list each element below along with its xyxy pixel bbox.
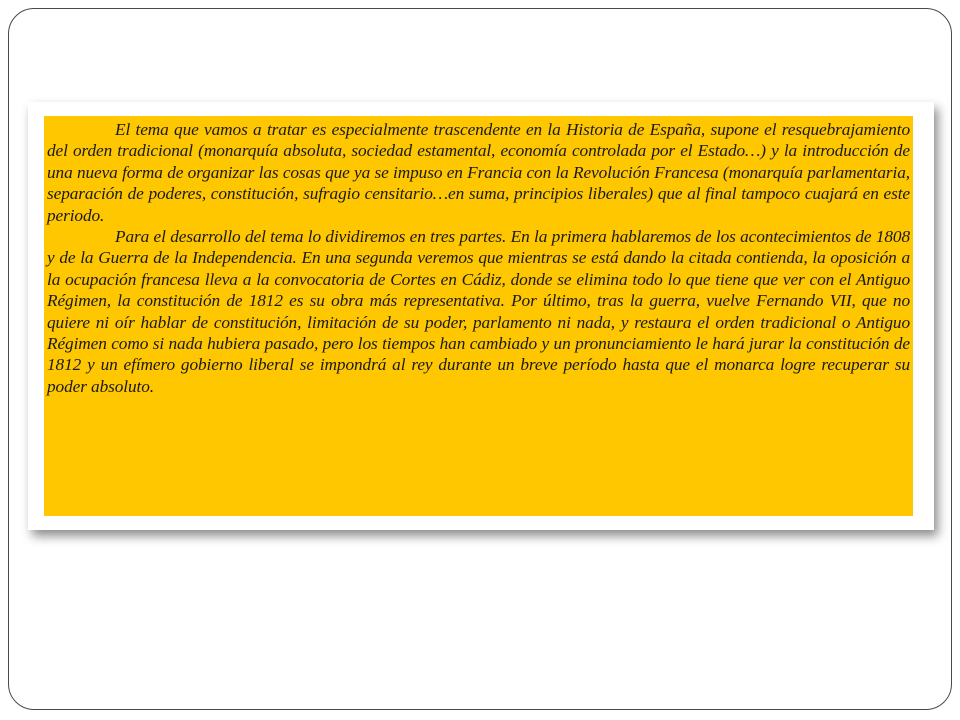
- document-image: [28, 102, 934, 530]
- paragraph-intro: El tema que vamos a tratar es especialmente trascendente en la Historia de España, supone el resquebrajamiento del orden tradicional (monarquía absoluta, sociedad estamental, economía controlada por el Estado…) y la introducción de una nueva forma de organizar las cosas que ya se impuso en Francia con la Revolución Francesa (monarquía parlamentaria, separación de poderes, constitución, sufragio censitario…en suma, principios liberales) que al final tampoco cuajará en este periodo.: [47, 120, 910, 225]
- highlighted-text-block: [44, 116, 913, 516]
- paragraph-structure: Para el desarrollo del tema lo dividiremos en tres partes. En la primera hablaremos de los acontecimientos de 1808 y de la Guerra de la Independencia. En una segunda veremos que mientras se está dando la citada contienda, la oposición a la ocupación francesa lleva a la convocatoria de Cortes en Cádiz, donde se elimina todo lo que tiene que ver con el Antiguo Régimen, la constitución de 1812 es su obra más representativa. Por último, tras la guerra, vuelve Fernando VII, que no quiere ni oír hablar de constitución, limitación de su poder, parlamento ni nada, y restaura el orden tradicional o Antiguo Régimen como si nada hubiera pasado, pero los tiempos han cambiado y un pronunciamiento le hará jurar la constitución de 1812 y un efímero gobierno liberal se impondrá al rey durante un breve período hasta que el monarca logre recuperar su poder absoluto.: [47, 227, 910, 396]
